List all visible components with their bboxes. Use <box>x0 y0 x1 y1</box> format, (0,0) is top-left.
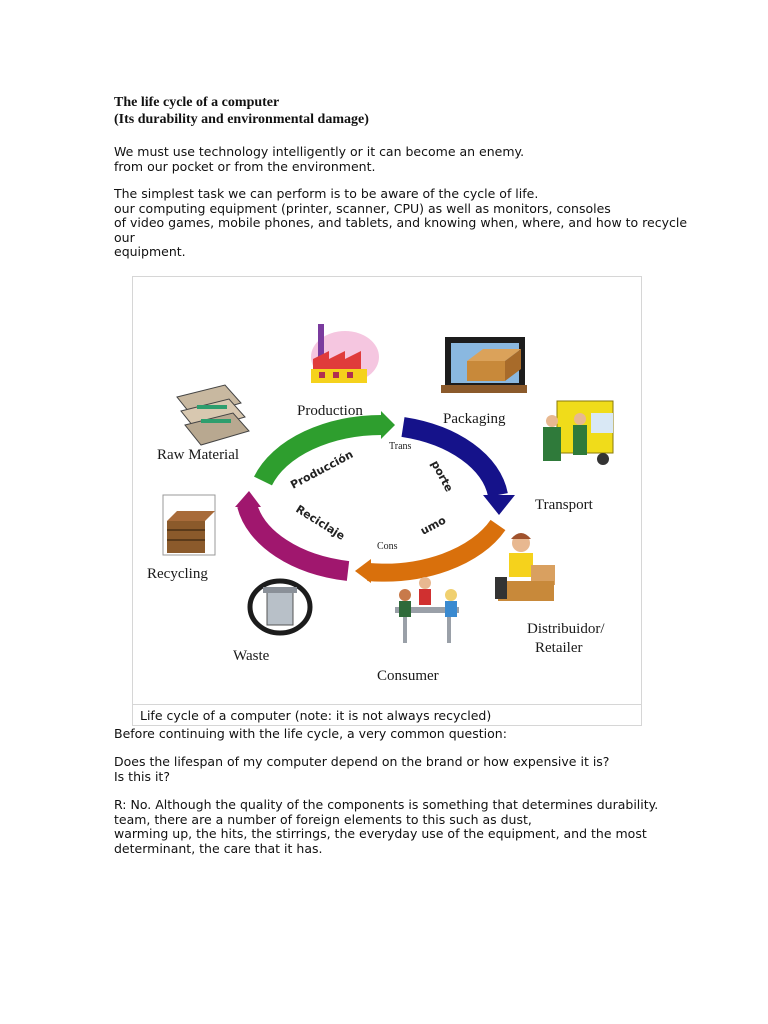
stage-label-distributor-1: Distribuidor/ <box>527 621 605 637</box>
figure-caption: Life cycle of a computer (note: it is not always recycled) <box>133 704 641 726</box>
paragraph-line: determinant, the care that it has. <box>114 840 323 856</box>
stage-label-distributor-2: Retailer <box>535 640 583 656</box>
arc-label-trans: Trans <box>389 441 412 452</box>
stage-label-packaging: Packaging <box>443 411 506 427</box>
stage-label-recycling: Recycling <box>147 566 208 582</box>
paragraph-line: team, there are a number of foreign elements to this such as dust, <box>114 811 532 827</box>
transport-arrowhead <box>483 495 515 515</box>
arc-label-porte: porte <box>428 458 456 495</box>
paragraph-intro <box>114 145 704 174</box>
production-arrowhead <box>381 411 395 439</box>
paragraph-line: equipment. <box>114 244 186 259</box>
consumption-arrowhead <box>355 559 371 583</box>
factory-icon <box>311 324 379 383</box>
delivery-truck-icon <box>543 401 613 465</box>
life-cycle-diagram <box>133 277 641 704</box>
paragraph-question <box>114 755 704 784</box>
document-title: The life cycle of a computer <box>114 95 280 110</box>
paragraph-line: We must use technology intelligently or it can become an enemy. <box>114 144 525 159</box>
stage-label-waste: Waste <box>233 648 270 664</box>
stage-label-consumer: Consumer <box>377 668 439 684</box>
paragraph-awareness <box>114 187 704 260</box>
arc-label-cons: Cons <box>377 541 398 552</box>
paragraph-line: Is this it? <box>114 768 170 784</box>
stage-label-raw-material: Raw Material <box>157 447 240 463</box>
consumers-table-icon <box>395 577 459 643</box>
arc-label-umo: umo <box>418 513 449 538</box>
paragraph-line: Does the lifespan of my computer depend on the brand or how expensive it is? <box>114 754 610 769</box>
package-box-icon <box>441 337 527 393</box>
trash-can-icon <box>250 581 310 633</box>
paragraph-line: R: No. Although the quality of the components is something that determines durability. <box>114 797 659 812</box>
recycling-arrowhead <box>235 491 261 507</box>
stage-label-production: Production <box>297 403 363 419</box>
paragraph-line: from our pocket or from the environment. <box>114 158 376 174</box>
shopkeeper-icon <box>495 533 555 601</box>
document-title-block <box>114 94 369 128</box>
paragraph-line: our computing equipment (printer, scanner, CPU) as well as monitors, consoles <box>114 200 611 216</box>
life-cycle-figure <box>132 276 642 726</box>
document-subtitle: (Its durability and environmental damage) <box>114 112 369 127</box>
arc-label-produccion: Producción <box>288 447 356 492</box>
paragraph-question-intro <box>114 727 704 742</box>
paragraph-line: The simplest task we can perform is to be aware of the cycle of life. <box>114 186 539 201</box>
paragraph-line: Before continuing with the life cycle, a very common question: <box>114 726 507 741</box>
paragraph-line: warming up, the hits, the stirrings, the everyday use of the equipment, and the most <box>114 826 647 841</box>
arc-label-reciclaje: Reciclaje <box>293 502 348 543</box>
wooden-crate-icon <box>163 495 215 555</box>
raw-material-stack-icon <box>177 385 249 445</box>
paragraph-line: of video games, mobile phones, and tablets, and knowing when, where, and how to recycle our <box>114 215 688 245</box>
stage-label-transport: Transport <box>535 497 593 513</box>
paragraph-answer <box>114 798 704 856</box>
